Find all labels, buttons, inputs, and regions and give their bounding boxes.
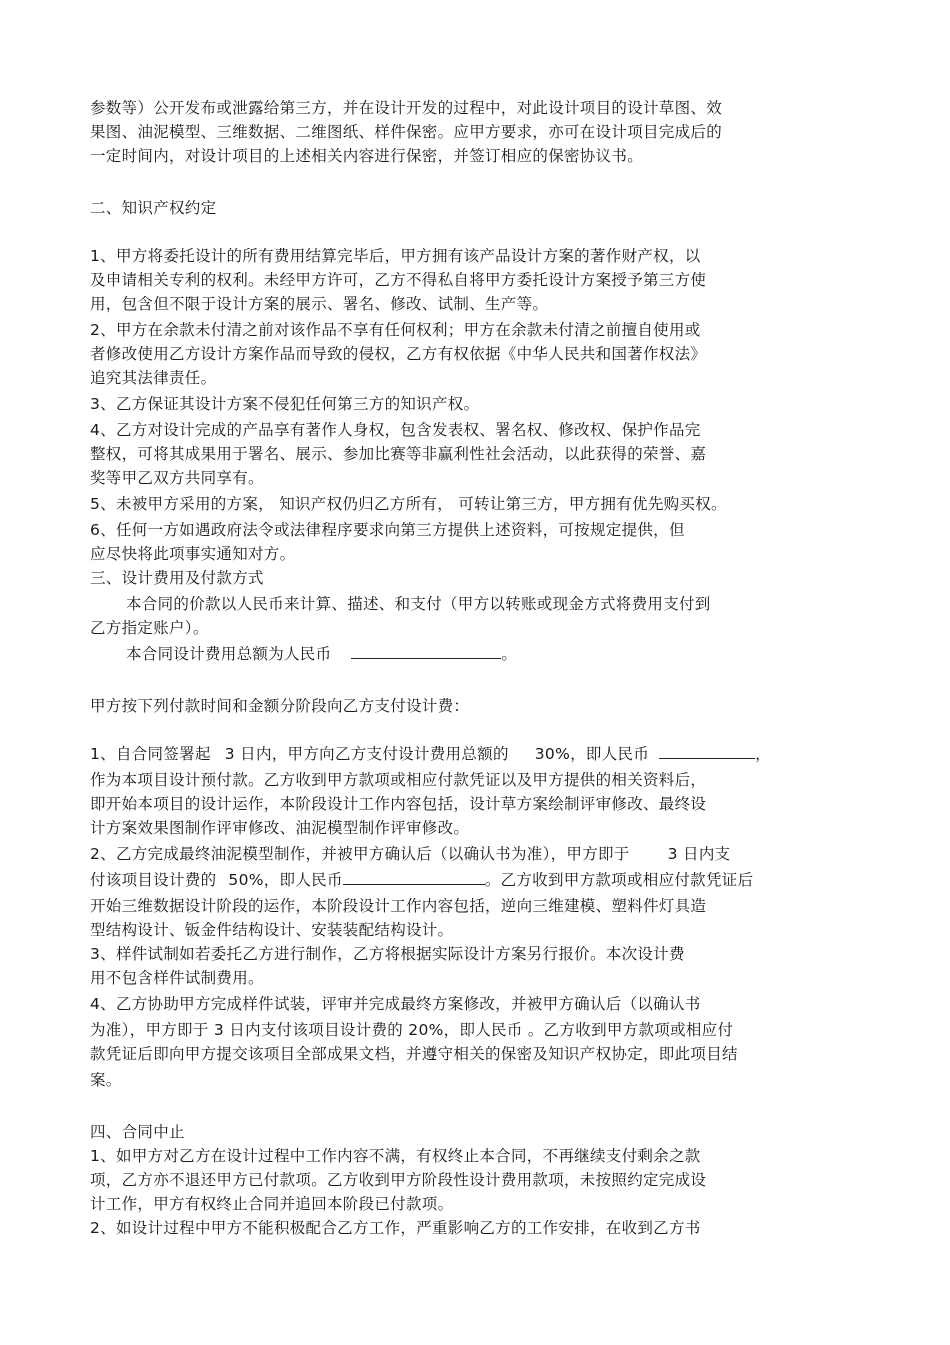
paragraph-line: 案。 — [90, 1071, 122, 1089]
paragraph-line: 1、如甲方对乙方在设计过程中工作内容不满，有权终止本合同，不再继续支付剩余之款 — [90, 1147, 701, 1165]
section-heading: 四、合同中止 — [90, 1123, 185, 1141]
paragraph-line: 1、甲方将委托设计的所有费用结算完毕后，甲方拥有该产品设计方案的著作财产权，以 — [90, 247, 701, 265]
payment-2-text: 50%，即人民币 — [228, 871, 343, 889]
payment-1-blank — [659, 742, 755, 759]
paragraph-line: 整权，可将其成果用于署名、展示、参加比赛等非赢利性社会活动，以此获得的荣誉、嘉 — [90, 445, 707, 463]
paragraph-line: 果图、油泥模型、三维数据、二维图纸、样件保密。应甲方要求，亦可在设计项目完成后的 — [90, 123, 723, 141]
payment-2-text: 。乙方收到甲方款项或相应付款凭证后 — [484, 871, 754, 889]
paragraph-line: 者修改使用乙方设计方案作品而导致的侵权，乙方有权依据《中华人民共和国著作权法》 — [90, 345, 707, 363]
paragraph-line: 款凭证后即向甲方提交该项目全部成果文档，并遵守相关的保密及知识产权协定，即此项目结 — [90, 1045, 738, 1063]
payment-2-text: 付该项目设计费的 — [90, 871, 217, 889]
paragraph-line: 一定时间内，对设计项目的上述相关内容进行保密，并签订相应的保密协议书。 — [90, 147, 644, 165]
paragraph-line: 6、任何一方如遇政府法令或法律程序要求向第三方提供上述资料，可按规定提供，但 — [90, 521, 685, 539]
payment-2-blank — [343, 868, 485, 885]
paragraph-line: 奖等甲乙双方共同享有。 — [90, 469, 264, 487]
payment-1-text: 3 日内，甲方向乙方支付设计费用总额的 — [224, 745, 509, 763]
payment-2-text: 3 日内支 — [667, 845, 731, 863]
paragraph-line: 参数等）公开发布或泄露给第三方，并在设计开发的过程中，对此设计项目的设计草图、效 — [90, 99, 723, 117]
paragraph-line: 及申请相关专利的权利。未经甲方许可，乙方不得私自将甲方委托设计方案授予第三方使 — [90, 271, 707, 289]
paragraph-line: 本合同的价款以人民币来计算、描述、和支付（甲方以转账或现金方式将费用支付到 — [126, 595, 711, 613]
paragraph-line: 开始三维数据设计阶段的运作，本阶段设计工作内容包括，逆向三维建模、塑料件灯具造 — [90, 897, 707, 915]
section-heading: 二、知识产权约定 — [90, 199, 217, 217]
payment-1-text: 1、自合同签署起 — [90, 745, 211, 763]
paragraph-line: 计方案效果图制作评审修改、油泥模型制作评审修改。 — [90, 819, 470, 837]
total-fee-label: 本合同设计费用总额为人民币 — [126, 645, 332, 663]
paragraph-line: 3、样件试制如若委托乙方进行制作，乙方将根据实际设计方案另行报价。本次设计费 — [90, 945, 685, 963]
paragraph-line: 应尽快将此项事实通知对方。 — [90, 545, 296, 563]
payment-1-text: 30%，即人民币 — [534, 745, 650, 763]
paragraph-line: 项，乙方亦不退还甲方已付款项。乙方收到甲方阶段性设计费用款项，未按照约定完成设 — [90, 1171, 707, 1189]
payment-2-line — [90, 842, 730, 866]
total-fee-line — [126, 642, 517, 666]
paragraph-line: 4、乙方对设计完成的产品享有著作人身权，包含发表权、署名权、修改权、保护作品完 — [90, 421, 701, 439]
paragraph-line: 即开始本项目的设计运作，本阶段设计工作内容包括，设计草方案绘制评审修改、最终设 — [90, 795, 707, 813]
paragraph-line: 型结构设计、钣金件结构设计、安装装配结构设计。 — [90, 921, 454, 939]
total-fee-end: 。 — [501, 645, 518, 663]
paragraph-line: 追究其法律责任。 — [90, 369, 217, 387]
payment-2-text: 2、乙方完成最终油泥模型制作，并被甲方确认后（以确认书为准），甲方即于 — [90, 845, 630, 863]
section-heading: 三、设计费用及付款方式 — [90, 569, 264, 587]
payment-1-text: ， — [755, 745, 771, 763]
paragraph-line: 乙方指定账户）。 — [90, 619, 209, 637]
paragraph-line: 4、乙方协助甲方完成样件试装，评审并完成最终方案修改，并被甲方确认后（以确认书 — [90, 995, 701, 1013]
paragraph-line: 甲方按下列付款时间和金额分阶段向乙方支付设计费： — [90, 697, 470, 715]
paragraph-line: 计工作，甲方有权终止合同并追回本阶段已付款项。 — [90, 1195, 454, 1213]
paragraph-line: 5、未被甲方采用的方案， 知识产权仍归乙方所有， 可转让第三方，甲方拥有优先购买权。 — [90, 495, 727, 513]
total-fee-blank — [351, 642, 501, 659]
paragraph-line: 3、乙方保证其设计方案不侵犯任何第三方的知识产权。 — [90, 395, 480, 413]
paragraph-line: 用，包含但不限于设计方案的展示、署名、修改、试制、生产等。 — [90, 295, 549, 313]
paragraph-line: 用不包含样件试制费用。 — [90, 969, 264, 987]
payment-2-line — [90, 868, 753, 892]
paragraph-line: 2、甲方在余款未付清之前对该作品不享有任何权利；甲方在余款未付清之前擅自使用或 — [90, 321, 701, 339]
paragraph-line: 为准），甲方即于 3 日内支付该项目设计费的 20%，即人民币 。乙方收到甲方款项或相应付 — [90, 1021, 734, 1039]
paragraph-line: 2、如设计过程中甲方不能积极配合乙方工作，严重影响乙方的工作安排，在收到乙方书 — [90, 1219, 701, 1237]
paragraph-line: 作为本项目设计预付款。乙方收到甲方款项或相应付款凭证以及甲方提供的相关资料后， — [90, 771, 707, 789]
payment-1-line — [90, 742, 771, 766]
